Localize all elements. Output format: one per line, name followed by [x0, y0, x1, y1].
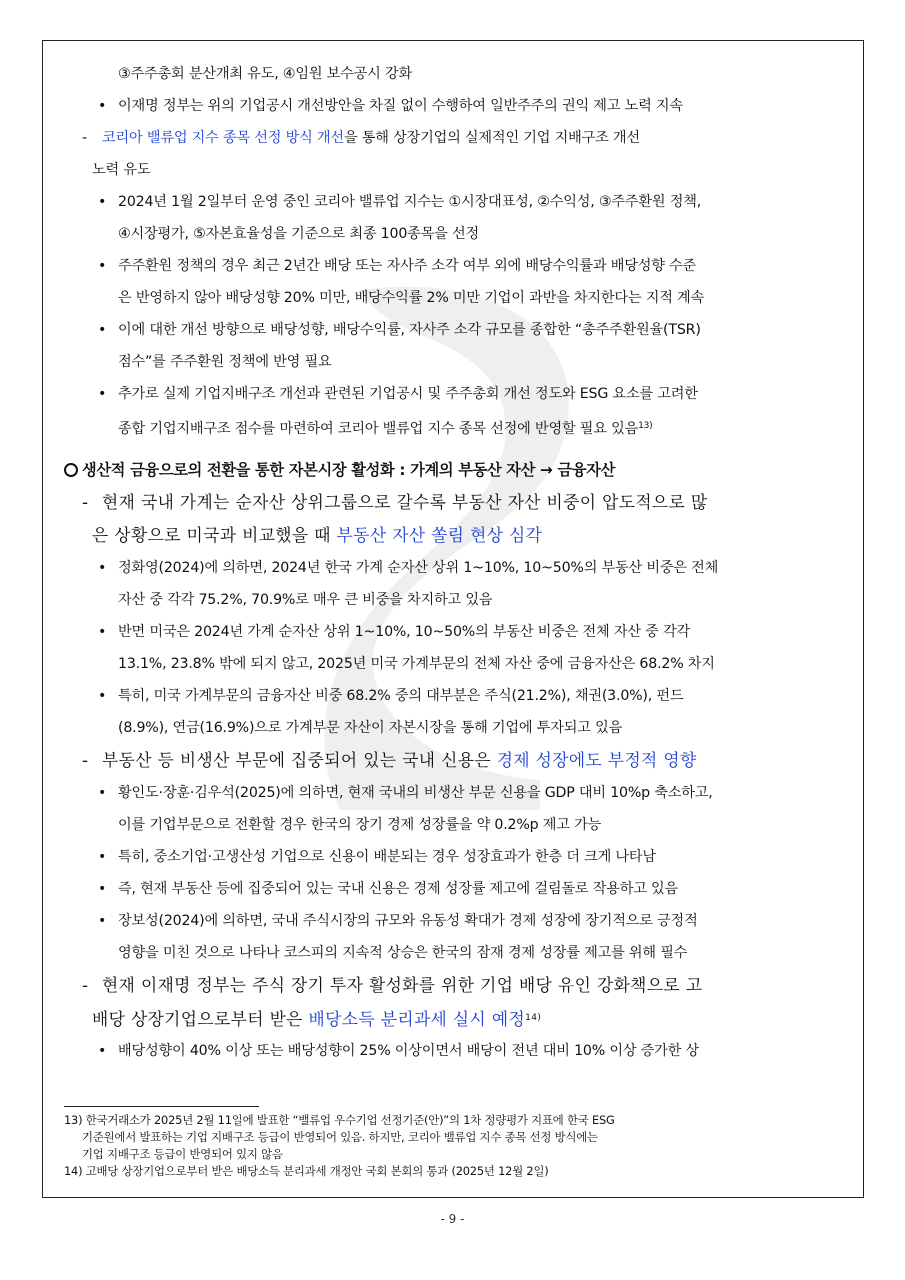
document-body — [64, 58, 844, 1067]
dash-item — [64, 744, 844, 777]
bullet-item-continuation — [64, 346, 844, 378]
bullet-marker: • — [98, 98, 107, 114]
text-run: 특히, 미국 가계부문의 금융자산 비중 68.2% 중의 대부분은 주식(21.2%), 채권(3.0%), 펀드 — [118, 688, 684, 704]
bullet-marker: • — [98, 624, 107, 640]
text-run: 즉, 현재 부동산 등에 집중되어 있는 국내 신용은 경제 성장률 제고에 걸림돌로 작용하고 있음 — [118, 881, 679, 897]
text-run: 자산 중 각각 75.2%, 70.9%로 매우 큰 비중을 차지하고 있음 — [118, 592, 493, 608]
bullet-item-continuation — [64, 218, 844, 250]
text-run: 정화영(2024)에 의하면, 2024년 한국 가계 순자산 상위 1~10%, 10~50%의 부동산 비중은 전체 — [118, 560, 719, 576]
bullet-item — [64, 1035, 844, 1067]
text-run: 현재 국내 가계는 순자산 상위그룹으로 갈수록 부동산 자산 비중이 압도적으로 많 — [102, 492, 708, 512]
text-run: ④시장평가, ⑤자본효율성을 기준으로 최종 100종목을 선정 — [118, 226, 479, 242]
bullet-item — [64, 841, 844, 873]
bullet-marker: • — [98, 881, 107, 897]
dash-item — [64, 969, 844, 1002]
bullet-item — [64, 680, 844, 712]
dash-item-continuation — [64, 154, 844, 186]
bullet-item — [64, 873, 844, 905]
text-run: 현재 이재명 정부는 주식 장기 투자 활성화를 위한 기업 배당 유인 강화책으로 고 — [102, 975, 703, 995]
bullet-item-continuation — [64, 809, 844, 841]
circle-bullet-icon — [64, 463, 78, 477]
bullet-item-continuation — [64, 584, 844, 616]
text-run: 특히, 중소기업·고생산성 기업으로 신용이 배분되는 경우 성장효과가 한층 더 크게 나타남 — [118, 849, 656, 865]
highlight-text: 부동산 자산 쏠림 현상 심각 — [336, 525, 543, 545]
dash-item-continuation — [64, 1002, 844, 1035]
bullet-marker: • — [98, 913, 107, 929]
text-run: 을 통해 상장기업의 실제적인 기업 지배구조 개선 — [343, 130, 640, 146]
text-run: 배당성향이 40% 이상 또는 배당성향이 25% 이상이면서 배당이 전년 대비 10% 이상 증가한 상 — [118, 1043, 699, 1059]
highlight-text: 코리아 밸류업 지수 종목 선정 방식 개선 — [102, 130, 344, 146]
bullet-item — [64, 314, 844, 346]
text-run: (8.9%), 연금(16.9%)으로 가계부문 자산이 자본시장을 통해 기업에 투자되고 있음 — [118, 720, 623, 736]
text-run: 이에 대한 개선 방향으로 배당성향, 배당수익률, 자사주 소각 규모를 종합한 “총주주환원율(TSR) — [118, 322, 701, 338]
footnote-ref: 14) — [525, 1013, 542, 1023]
bullet-marker: • — [98, 849, 107, 865]
dash-item — [64, 486, 844, 519]
bullet-item — [64, 90, 844, 122]
bullet-item-continuation — [64, 937, 844, 969]
bullet-item — [64, 616, 844, 648]
text-run: 노력 유도 — [92, 162, 151, 178]
bullet-marker: • — [98, 386, 107, 402]
highlight-text: 배당소득 분리과세 실시 예정 — [308, 1009, 526, 1029]
bullet-item-continuation — [64, 410, 844, 442]
text-run: 이재명 정부는 위의 기업공시 개선방안을 차질 없이 수행하여 일반주주의 권익 제고 노력 지속 — [118, 98, 683, 114]
text-run: 생산적 금융으로의 전환을 통한 자본시장 활성화 : 가계의 부동산 자산 → 금융자산 — [82, 461, 615, 479]
text-run: 황인도·장훈·김우석(2025)에 의하면, 현재 국내의 비생산 부문 신용을 GDP 대비 10%p 축소하고, — [118, 785, 713, 801]
text-run: 13.1%, 23.8% 밖에 되지 않고, 2025년 미국 가계부문의 전체 자산 중에 금융자산은 68.2% 차지 — [118, 656, 715, 672]
bullet-item — [64, 250, 844, 282]
bullet-item-continuation — [64, 648, 844, 680]
bullet-item — [64, 777, 844, 809]
bullet-item — [64, 186, 844, 218]
text-run: 장보성(2024)에 의하면, 국내 주식시장의 규모와 유동성 확대가 경제 성장에 장기적으로 긍정적 — [118, 913, 698, 929]
text-run: 추가로 실제 기업지배구조 개선과 관련된 기업공시 및 주주총회 개선 정도와 ESG 요소를 고려한 — [118, 386, 698, 402]
bullet-item — [64, 378, 844, 410]
bullet-marker: • — [98, 1043, 107, 1059]
bullet-marker: • — [98, 322, 107, 338]
text-run: 부동산 등 비생산 부문에 집중되어 있는 국내 신용은 — [102, 750, 497, 770]
bullet-item-continuation — [64, 282, 844, 314]
text-run: 반면 미국은 2024년 가계 순자산 상위 1~10%, 10~50%의 부동산 비중은 전체 자산 중 각각 — [118, 624, 691, 640]
footnote-line: 기업 지배구조 등급이 반영되어 있지 않음 — [82, 1147, 283, 1161]
bullet-item — [64, 905, 844, 937]
dash-marker: - — [82, 975, 89, 995]
text-run: 2024년 1월 2일부터 운영 중인 코리아 밸류업 지수는 ①시장대표성, ②수익성, ③주주환원 정책, — [118, 194, 702, 210]
text-run: 점수”를 주주환원 정책에 반영 필요 — [118, 354, 332, 370]
section-heading — [64, 454, 844, 486]
footnote-ref: 13) — [638, 421, 653, 431]
dash-item — [64, 122, 844, 154]
footnote-line: 14) 고배당 상장기업으로부터 받은 배당소득 분리과세 개정안 국회 본회의 통과 (2025년 12월 2일) — [64, 1164, 549, 1178]
bullet-marker: • — [98, 194, 107, 210]
text-run: 영향을 미친 것으로 나타나 코스피의 지속적 상승은 한국의 잠재 경제 성장률 제고를 위해 필수 — [118, 945, 688, 961]
footnote-line: 기준원에서 발표하는 기업 지배구조 등급이 반영되어 있음. 하지만, 코리아 밸류업 지수 종목 선정 방식에는 — [82, 1130, 598, 1144]
text-run: 주주환원 정책의 경우 최근 2년간 배당 또는 자사주 소각 여부 외에 배당수익률과 배당성향 수준 — [118, 258, 697, 274]
bullet-item-continuation — [64, 712, 844, 744]
bullet-marker: • — [98, 560, 107, 576]
dash-item-continuation — [64, 519, 844, 552]
footnote-rule — [64, 1106, 259, 1107]
page-number: - 9 - — [440, 1212, 465, 1226]
text-run: 은 반영하지 않아 배당성향 20% 미만, 배당수익률 2% 미만 기업이 과반을 차지한다는 지적 계속 — [118, 290, 705, 306]
dash-marker: - — [82, 750, 89, 770]
dash-marker: - — [82, 492, 89, 512]
bullet-item — [64, 552, 844, 584]
dash-marker: - — [82, 130, 87, 146]
bullet-marker: • — [98, 688, 107, 704]
footnotes — [64, 1112, 844, 1180]
bullet-marker: • — [98, 785, 107, 801]
text-run: 배당 상장기업으로부터 받은 — [92, 1009, 309, 1029]
text-run: 이를 기업부문으로 전환할 경우 한국의 장기 경제 성장률을 약 0.2%p 제고 가능 — [118, 817, 602, 833]
bullet-item-continuation — [64, 58, 844, 90]
highlight-text: 경제 성장에도 부정적 영향 — [496, 750, 697, 770]
bullet-marker: • — [98, 258, 107, 274]
text-run: 종합 기업지배구조 점수를 마련하여 코리아 밸류업 지수 종목 선정에 반영할 필요 있음 — [118, 421, 639, 437]
text-run: ③주주총회 분산개최 유도, ④임원 보수공시 강화 — [118, 66, 412, 82]
footnote-line: 13) 한국거래소가 2025년 2월 11일에 발표한 “밸류업 우수기업 선정기준(안)”의 1차 정량평가 지표에 한국 ESG — [64, 1113, 615, 1127]
text-run: 은 상황으로 미국과 비교했을 때 — [92, 525, 337, 545]
